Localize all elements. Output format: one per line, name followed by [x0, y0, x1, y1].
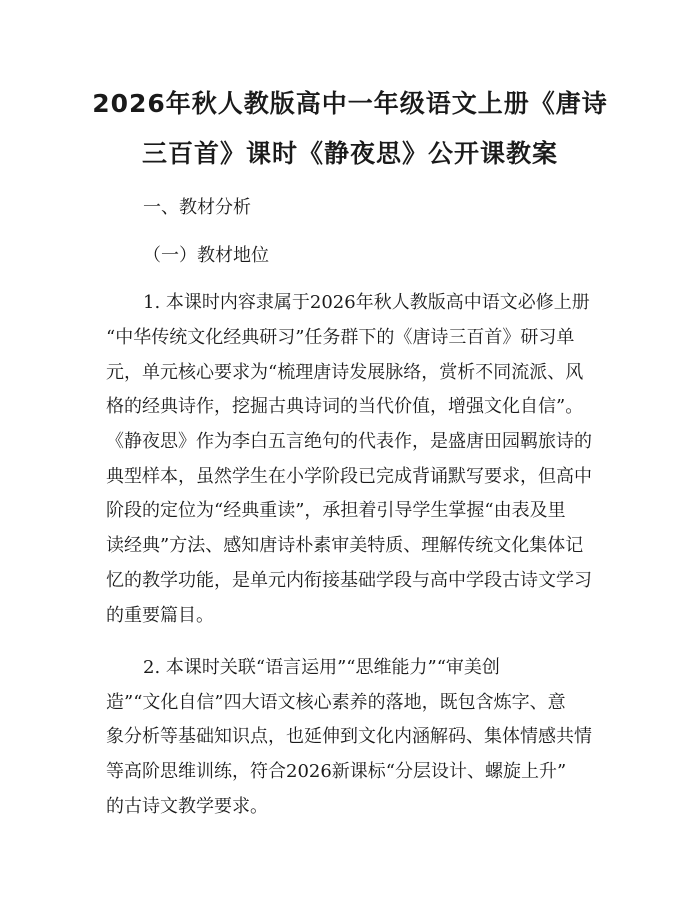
paragraph-1-line: 元，单元核心要求为“梳理唐诗发展脉络，赏析不同流派、风	[106, 362, 584, 383]
paragraph-1-line: “中华传统文化经典研习”任务群下的《唐诗三百首》研习单	[106, 327, 575, 348]
document-title-line-1: 2026年秋人教版高中一年级语文上册《唐诗	[92, 89, 608, 118]
subsection-heading: （一）教材地位	[143, 245, 269, 266]
paragraph-1-line: 阶段的定位为“经典重读”，承担着引导学生掌握“由表及里	[106, 500, 566, 521]
paragraph-2-line: 等高阶思维训练，符合2026新课标“分层设计、螺旋上升”	[106, 761, 567, 782]
paragraph-2-line: 2. 本课时关联“语言运用”“思维能力”“审美创	[143, 657, 500, 678]
document-title-line-2: 三百首》课时《静夜思》公开课教案	[141, 139, 558, 168]
paragraph-1-line: 格的经典诗作，挖掘古典诗词的当代价值，增强文化自信”。	[106, 396, 584, 417]
paragraph-2-line: 象分析等基础知识点，也延伸到文化内涵解码、集体情感共情	[106, 726, 592, 747]
paragraph-1-line: 的重要篇目。	[106, 605, 214, 626]
paragraph-1-line: 1. 本课时内容隶属于2026年秋人教版高中语文必修上册	[143, 292, 590, 313]
paragraph-1-line: 典型样本，虽然学生在小学阶段已完成背诵默写要求，但高中	[106, 466, 592, 487]
paragraph-1-line: 忆的教学功能，是单元内衔接基础学段与高中学段古诗文学习	[106, 570, 592, 591]
paragraph-2-line: 造”“文化自信”四大语文核心素养的落地，既包含炼字、意	[106, 692, 566, 713]
paragraph-1-line: 读经典”方法、感知唐诗朴素审美特质、理解传统文化集体记	[106, 535, 584, 556]
paragraph-1-line: 《静夜思》作为李白五言绝句的代表作，是盛唐田园羁旅诗的	[106, 431, 592, 452]
section-heading: 一、教材分析	[143, 197, 251, 218]
paragraph-2-line: 的古诗文教学要求。	[106, 796, 268, 817]
